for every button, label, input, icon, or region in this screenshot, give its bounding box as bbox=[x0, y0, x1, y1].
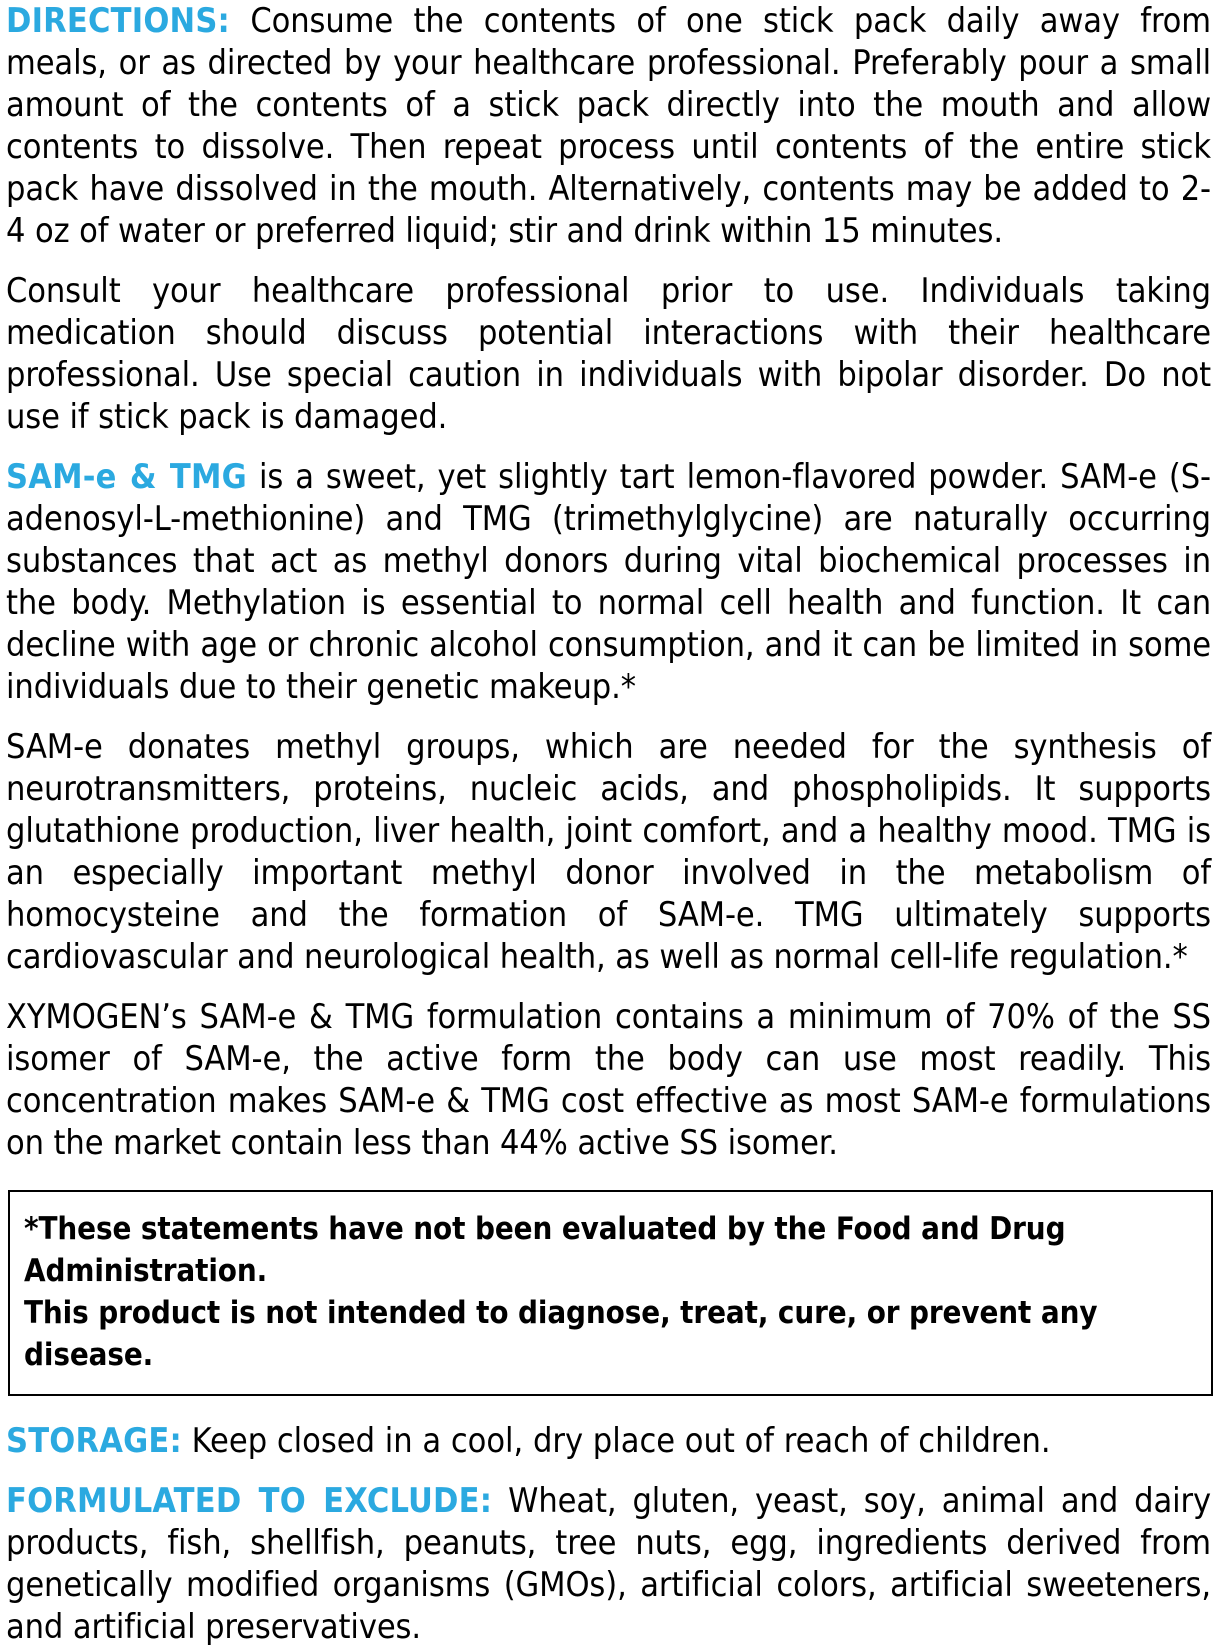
storage-paragraph bbox=[6, 1420, 1211, 1462]
formulated-to-exclude-paragraph bbox=[6, 1480, 1211, 1648]
formulated-to-exclude-heading: FORMULATED TO EXCLUDE: bbox=[6, 1481, 493, 1521]
mechanism-body: SAM-e donates methyl groups, which are needed for the synthesis of neurotransmitters, proteins, nucleic acids, and phospholipids. It supports glutathione production, liver health, joint comfort, and a healthy mood. TMG is an especially important methyl donor involved in the metabolism of homocysteine and the formation of SAM-e. TMG ultimately supports cardiovascular and neurological health, as well as normal cell-life regulation.* bbox=[6, 727, 1211, 977]
directions-paragraph bbox=[6, 0, 1211, 252]
caution-paragraph bbox=[6, 270, 1211, 438]
formulated-to-exclude-body: Wheat, gluten, yeast, soy, animal and dairy products, fish, shellfish, peanuts, tree nuts, egg, ingredients derived from genetically modified organisms (GMOs), artificial colors, artificial sweeteners, and artificial preservatives. bbox=[6, 1481, 1211, 1647]
directions-heading: DIRECTIONS: bbox=[6, 1, 230, 41]
product-description-paragraph bbox=[6, 456, 1211, 708]
fda-disclaimer-line-2: This product is not intended to diagnose, treat, cure, or prevent any disease. bbox=[24, 1295, 1098, 1373]
storage-heading: STORAGE: bbox=[6, 1421, 182, 1461]
directions-body: Consume the contents of one stick pack daily away from meals, or as directed by your healthcare professional. Preferably pour a small amount of the contents of a stick pack directly into the mouth and allow contents to dissolve. Then repeat process until contents of the entire stick pack have dissolved in the mouth. Alternatively, contents may be added to 2-4 oz of water or preferred liquid; stir and drink within 15 minutes. bbox=[6, 1, 1211, 251]
storage-body: Keep closed in a cool, dry place out of reach of children. bbox=[181, 1421, 1051, 1461]
caution-body: Consult your healthcare professional prior to use. Individuals taking medication should discuss potential interactions with their healthcare professional. Use special caution in individuals with bipolar disorder. Do not use if stick pack is damaged. bbox=[6, 271, 1211, 437]
fda-disclaimer-box bbox=[8, 1190, 1213, 1396]
formulation-body: XYMOGEN’s SAM-e & TMG formulation contains a minimum of 70% of the SS isomer of SAM-e, the active form the body can use most readily. This concentration makes SAM-e & TMG cost effective as most SAM-e formulations on the market contain less than 44% active SS isomer. bbox=[6, 997, 1211, 1163]
product-description-heading: SAM-e & TMG bbox=[6, 457, 247, 497]
fda-disclaimer-line-1: *These statements have not been evaluated by the Food and Drug Administration. bbox=[24, 1211, 1066, 1289]
formulation-paragraph bbox=[6, 996, 1211, 1164]
product-description-body: is a sweet, yet slightly tart lemon-flavored powder. SAM-e (S-adenosyl-L-methionine) and TMG (trimethylglycine) are naturally occurring substances that act as methyl donors during vital biochemical processes in the body. Methylation is essential to normal cell health and function. It can decline with age or chronic alcohol consumption, and it can be limited in some individuals due to their genetic makeup.* bbox=[6, 457, 1211, 707]
mechanism-paragraph bbox=[6, 726, 1211, 978]
